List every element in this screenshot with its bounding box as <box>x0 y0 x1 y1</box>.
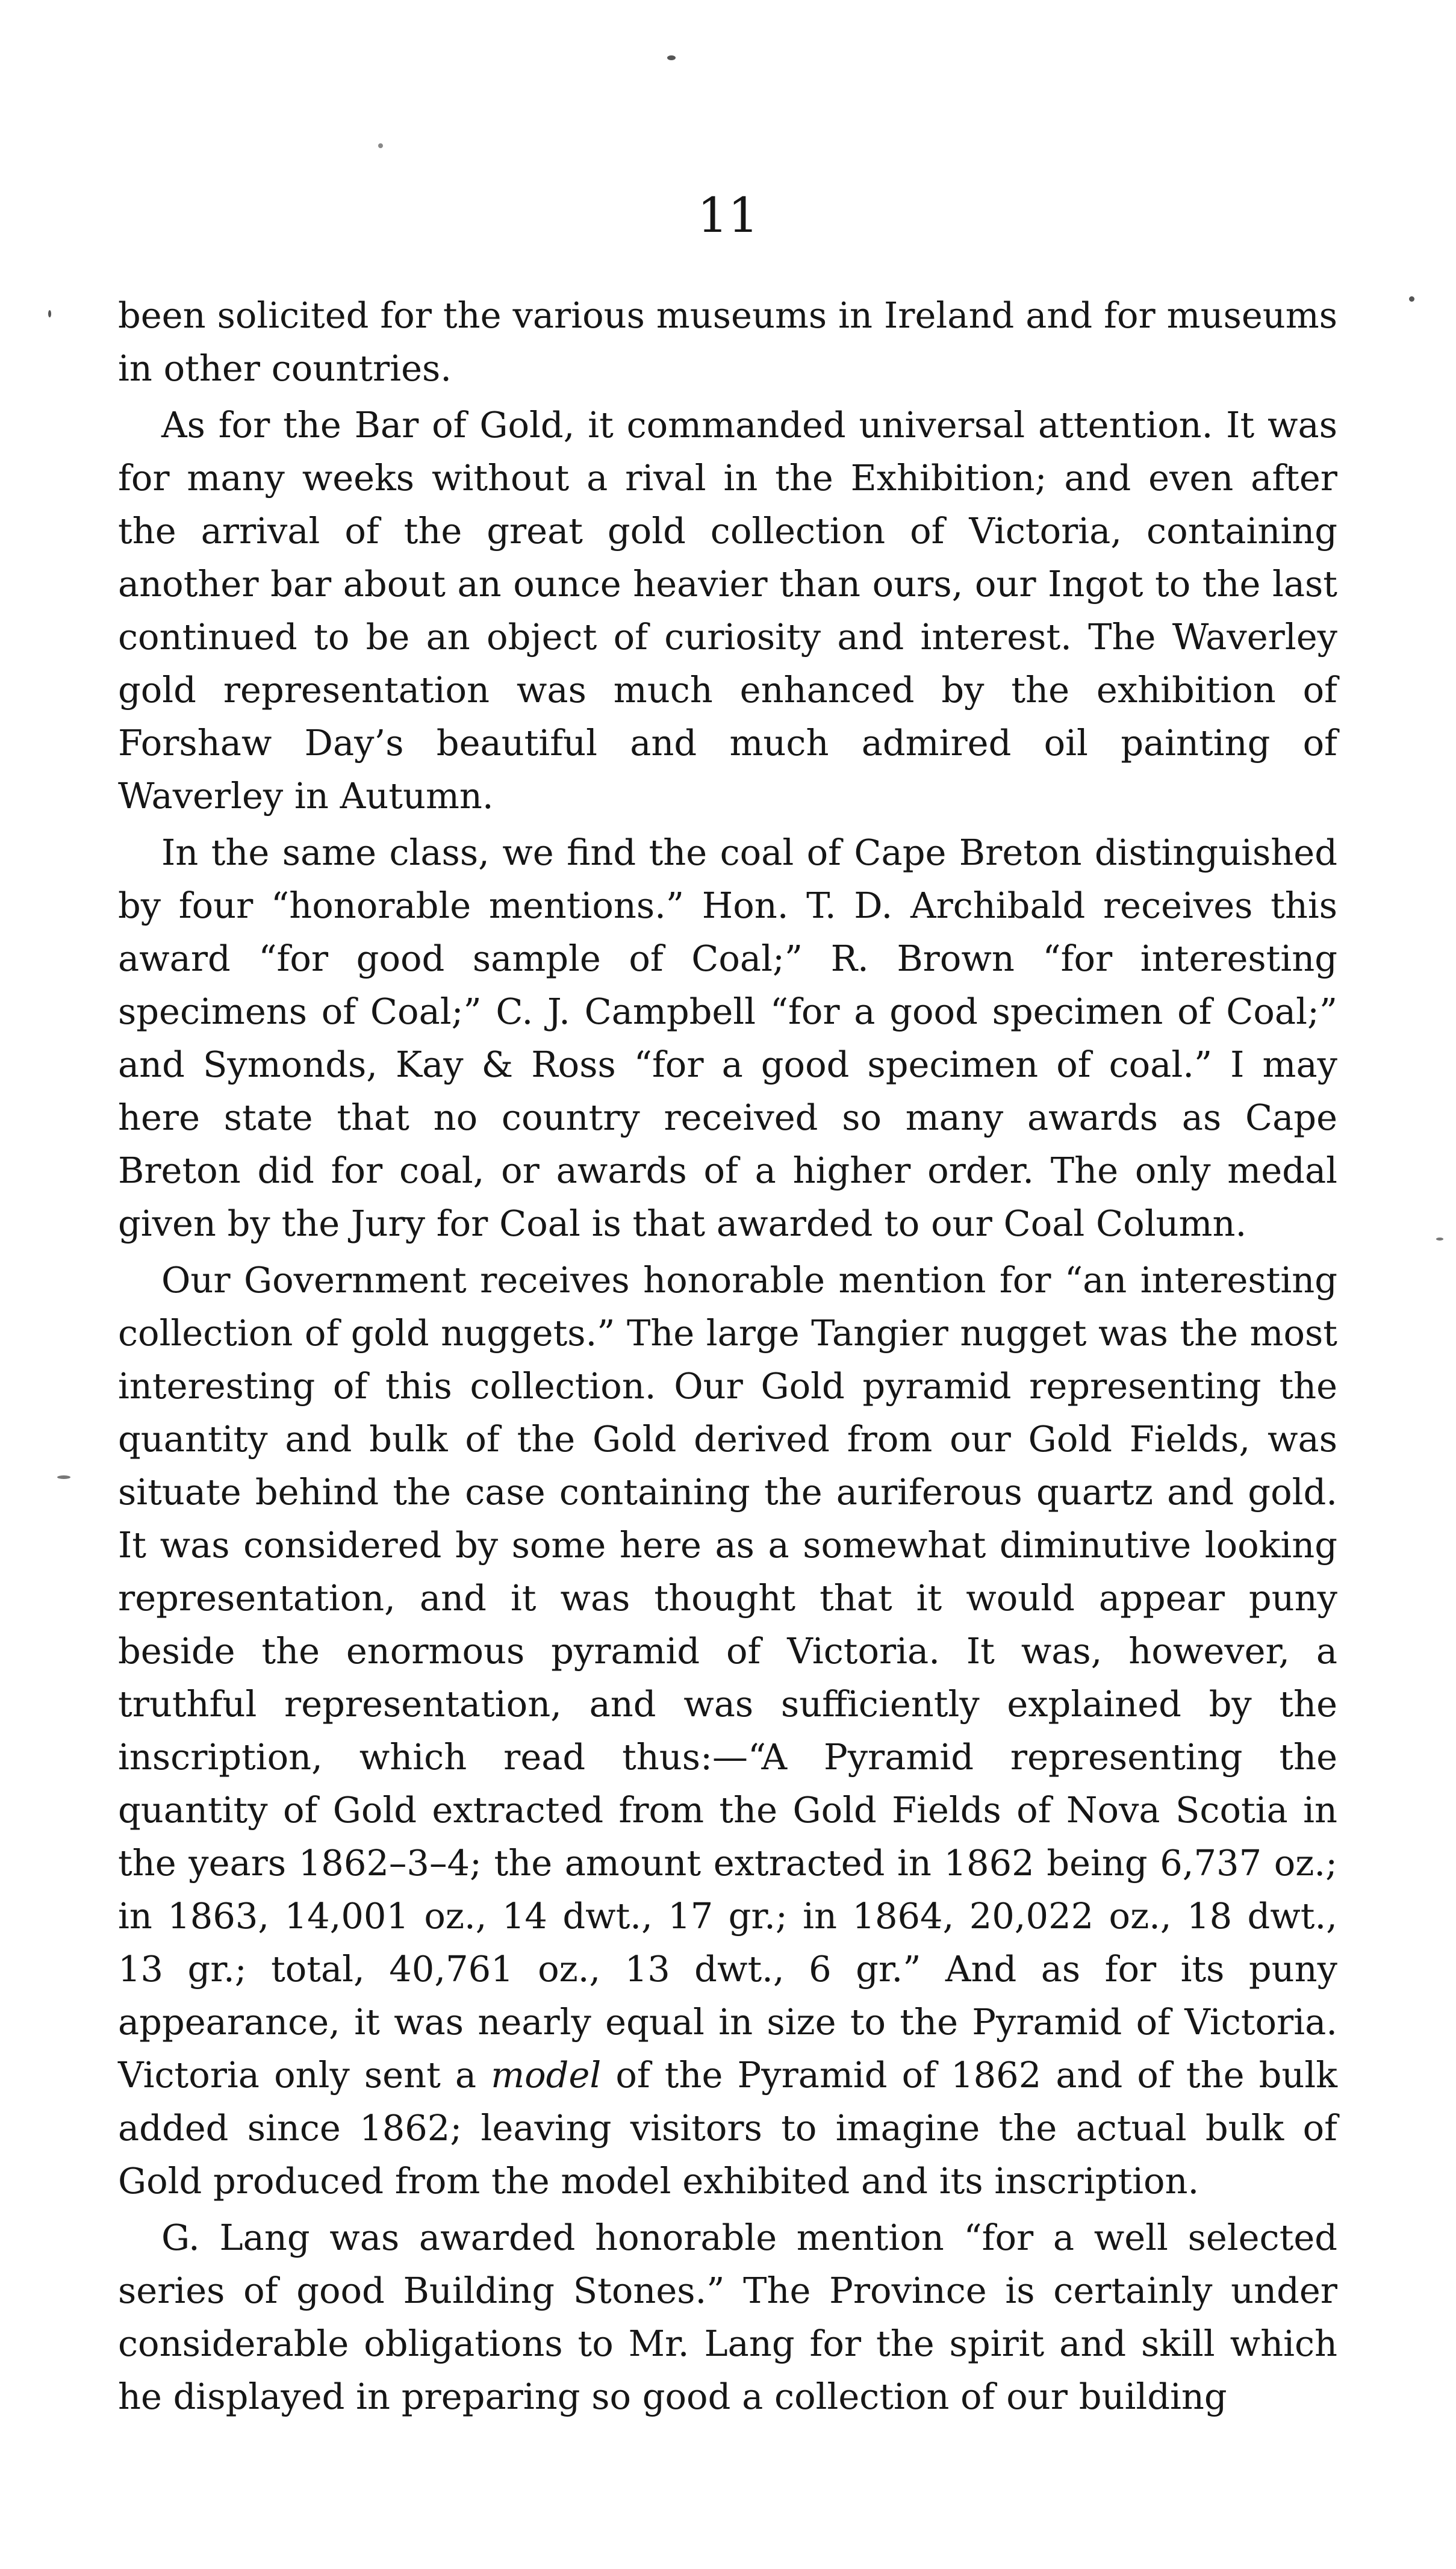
scan-speck <box>1409 296 1414 302</box>
scan-speck <box>1436 1238 1443 1241</box>
paragraph-cape-breton-coal: In the same class, we find the coal of Cape Breton distinguished by four “honorable mentions.” Hon. T. D. Archibald receives this award “for good sample of Coal;” R. Brown “for interesting specimens of Coal;” C. J. Campbell “for a good specimen of Coal;” and Symonds, Kay & Ross “for a good specimen of coal.” I may here state that no country received so many awards as Cape Breton did for coal, or awards of a higher order. The only medal given by the Jury for Coal is that awarded to our Coal Column. <box>118 832 1337 1244</box>
paragraph-continued: been solicited for the various museums in Ireland and for museums in other countries. <box>118 294 1337 389</box>
emphasized-word: model <box>491 2054 602 2096</box>
body-text <box>118 289 1337 2423</box>
paragraph-text: Our Government receives honorable mention for “an interesting collection of gold nuggets.” The large Tangier nugget was the most interesting of this collection. Our Gold pyramid representing the quantity and bulk of the Gold derived from our Gold Fields, was situate behind the case containing the auriferous quartz and gold. It was considered by some here as a somewhat diminutive looking representation, and it was thought that it would appear puny beside the enormous pyramid of Victoria. It was, however, a truthful representation, and was sufficiently explained by the inscription, which read thus:—“A Pyramid representing the quantity of Gold extracted from the Gold Fields of Nova Scotia in the years 1862–3–4; the amount extracted in 1862 being 6,737 oz.; in 1863, 14,001 oz., 14 dwt., 17 gr.; in 1864, 20,022 oz., 18 dwt., 13 gr.; total, 40,761 oz., 13 dwt., 6 gr.” And as for its puny appearance, it was nearly equal in size to the Pyramid of Victoria. Victoria only sent a <box>118 1259 1337 2096</box>
paragraph-building-stones: G. Lang was awarded honorable mention “for a well selected series of good Building Stones.” The Province is certainly under considerable obligations to Mr. Lang for the spirit and skill which he displayed in preparing so good a collection of our building <box>118 2217 1337 2417</box>
paragraph-text: of the Pyramid of 1862 and of the bulk added since 1862; leaving visitors to imagine the actual bulk of Gold produced from the model exhibited and its inscription. <box>118 2054 1337 2202</box>
scan-speck <box>57 1475 70 1479</box>
page-number: 11 <box>697 187 759 243</box>
scan-speck <box>378 143 383 148</box>
paragraph-bar-of-gold: As for the Bar of Gold, it commanded universal attention. It was for many weeks without a rival in the Exhibition; and even after the arrival of the great gold collection of Victoria, containing another bar about an ounce heavier than ours, our Ingot to the last continued to be an object of curiosity and interest. The Waverley gold representation was much enhanced by the exhibition of Forshaw Day’s beautiful and much admired oil painting of Waverley in Autumn. <box>118 404 1337 817</box>
scan-speck <box>48 310 51 317</box>
scan-speck <box>667 55 676 60</box>
paragraph-gold-pyramid <box>118 1254 1337 2208</box>
